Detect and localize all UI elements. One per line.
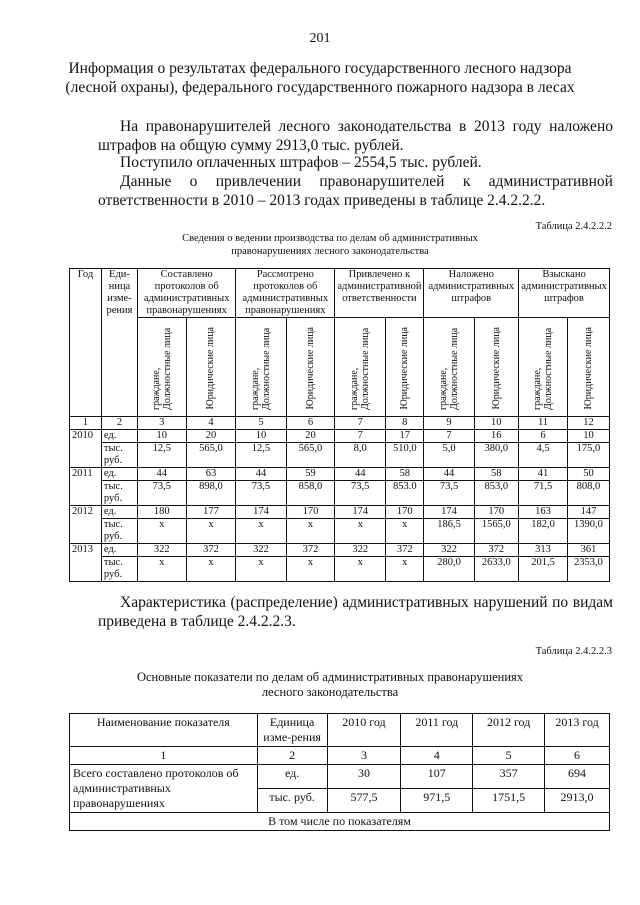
column-numbers-row xyxy=(70,747,610,765)
header-unit: Единица изме-рения xyxy=(257,714,327,747)
document-title: Информация о результатах федерального государственного лесного надзора (лесной охраны), федерального государственного пожарного надзора в лесах xyxy=(65,60,575,96)
table-cell: x xyxy=(286,519,335,544)
column-number: 2 xyxy=(101,417,137,430)
table-cell: 73,5 xyxy=(424,481,474,506)
table-cell: 20 xyxy=(186,430,236,443)
table-cell: 10 xyxy=(567,430,609,443)
table-cell: 12,5 xyxy=(138,443,187,468)
subheader-citizens: граждане, Должностные лица xyxy=(236,318,286,417)
row-unit: тыс. руб. xyxy=(101,519,137,544)
row-year: 2010 xyxy=(70,430,102,468)
table-cell: x xyxy=(386,557,424,582)
subheader-row xyxy=(70,813,610,831)
paragraph-data-reference xyxy=(98,172,613,210)
table-cell: 853,0 xyxy=(474,481,519,506)
row-unit: тыс. руб. xyxy=(257,789,327,813)
table-cell: 577,5 xyxy=(327,789,401,813)
column-number: 1 xyxy=(70,417,102,430)
table-cell: 177 xyxy=(186,506,236,519)
paragraph-fines-imposed: На правонарушителей лесного законодательства в 2013 году наложено штрафов на общую сумму 2913,0 тыс. рублей. xyxy=(98,118,613,154)
column-number: 10 xyxy=(474,417,519,430)
header-year-2011: 2011 год xyxy=(401,714,473,747)
table-cell: 7 xyxy=(335,430,386,443)
table-cell: 182,0 xyxy=(519,519,568,544)
table-cell: 73,5 xyxy=(236,481,286,506)
table-cell: x xyxy=(236,519,286,544)
row-unit: тыс. руб. xyxy=(101,481,137,506)
word: административной xyxy=(488,173,613,190)
table-cell: 971,5 xyxy=(401,789,473,813)
table-cell: 2353,0 xyxy=(567,557,609,582)
table-cell: 44 xyxy=(424,468,474,481)
column-numbers-row xyxy=(70,417,610,430)
table-cell: 361 xyxy=(567,544,609,557)
table1-body xyxy=(70,430,610,582)
column-number: 5 xyxy=(236,417,286,430)
table-cell: 808,0 xyxy=(567,481,609,506)
paragraph-line: приведена в таблице 2.4.2.2.3. xyxy=(98,613,296,630)
word: административных xyxy=(342,594,469,611)
table-cell: 1751,5 xyxy=(473,789,545,813)
subheader-legal-entities: Юридические лица xyxy=(567,318,609,417)
table-cell: 8,0 xyxy=(335,443,386,468)
table-cell: 858,0 xyxy=(286,481,335,506)
table-cell: x xyxy=(236,557,286,582)
table-cell: 322 xyxy=(138,544,187,557)
word: привлечении xyxy=(215,173,301,190)
header-unit: Еди-ница изме-рения xyxy=(101,269,137,417)
column-number: 5 xyxy=(473,747,545,765)
table-cell: 41 xyxy=(519,468,568,481)
header-reviewed: Рассмотрено протоколов об административных правонарушениях xyxy=(236,269,335,318)
table-cell: 372 xyxy=(286,544,335,557)
table-cell: 322 xyxy=(335,544,386,557)
table-cell: 63 xyxy=(186,468,236,481)
row-year: 2013 xyxy=(70,544,102,582)
table-cell: 174 xyxy=(424,506,474,519)
table-cell: 44 xyxy=(335,468,386,481)
word: Данные xyxy=(120,173,172,190)
table-cell: 5,0 xyxy=(424,443,474,468)
table-cell: x xyxy=(335,557,386,582)
table2-label: Таблица 2.4.2.2.3 xyxy=(535,646,612,657)
table-row xyxy=(70,557,610,582)
table-cell: 565,0 xyxy=(286,443,335,468)
subheader-legal-entities: Юридические лица xyxy=(186,318,236,417)
table-cell: 107 xyxy=(401,765,473,789)
table-cell: 322 xyxy=(424,544,474,557)
row-unit: тыс. руб. xyxy=(101,443,137,468)
table-cell: 372 xyxy=(474,544,519,557)
word: к xyxy=(462,173,471,190)
header-fines-collected: Взыскано административных штрафов xyxy=(519,269,610,318)
table-row xyxy=(70,481,610,506)
table-cell: 1565,0 xyxy=(474,519,519,544)
header-year-2012: 2012 год xyxy=(473,714,545,747)
table-cell: 147 xyxy=(567,506,609,519)
row-unit: ед. xyxy=(257,765,327,789)
row-unit: ед. xyxy=(101,430,137,443)
word: о xyxy=(189,173,198,190)
subheader-legal-entities: Юридические лица xyxy=(474,318,519,417)
table-cell: 853.0 xyxy=(386,481,424,506)
column-number: 12 xyxy=(567,417,609,430)
table-cell: 372 xyxy=(186,544,236,557)
table-cell: 510,0 xyxy=(386,443,424,468)
table-cell: 10 xyxy=(138,430,187,443)
administrative-proceedings-table xyxy=(69,268,610,582)
page-number: 201 xyxy=(309,31,331,46)
table-cell: 280,0 xyxy=(424,557,474,582)
row-unit: ед. xyxy=(101,468,137,481)
table-cell: 174 xyxy=(236,506,286,519)
subheader-citizens: граждане, Должностные лица xyxy=(519,318,568,417)
main-indicators-table xyxy=(69,713,610,831)
table2-header-row xyxy=(70,714,610,747)
table-cell: 380,0 xyxy=(474,443,519,468)
table-cell: x xyxy=(286,557,335,582)
table-cell: 4,5 xyxy=(519,443,568,468)
column-number: 8 xyxy=(386,417,424,430)
table1-label: Таблица 2.4.2.2.2 xyxy=(535,221,612,232)
header-held-liable: Привлечено к административной ответственности xyxy=(335,269,424,318)
table-cell: 357 xyxy=(473,765,545,789)
row-year: 2011 xyxy=(70,468,102,506)
header-compiled: Составлено протоколов об административных правонарушениях xyxy=(138,269,236,318)
column-number: 4 xyxy=(401,747,473,765)
table-row xyxy=(70,506,610,519)
word: по xyxy=(552,594,569,611)
table-cell: 174 xyxy=(335,506,386,519)
word: нарушений xyxy=(473,594,548,611)
column-number: 3 xyxy=(327,747,401,765)
word: правонарушителей xyxy=(319,173,445,190)
table-cell: 6 xyxy=(519,430,568,443)
table-cell: 12,5 xyxy=(236,443,286,468)
column-number: 1 xyxy=(70,747,258,765)
row-unit: ед. xyxy=(101,544,137,557)
subheader-by-indicators: В том числе по показателям xyxy=(70,813,610,831)
table-cell: 20 xyxy=(286,430,335,443)
table-row xyxy=(70,544,610,557)
table-cell: 2913,0 xyxy=(545,789,610,813)
table-cell: 73,5 xyxy=(335,481,386,506)
table-cell: 694 xyxy=(545,765,610,789)
table-cell: 322 xyxy=(236,544,286,557)
row-unit: ед. xyxy=(101,506,137,519)
table-row xyxy=(70,430,610,443)
table-row xyxy=(70,443,610,468)
subheader-legal-entities: Юридические лица xyxy=(286,318,335,417)
header-indicator-name: Наименование показателя xyxy=(70,714,258,747)
table-cell: 44 xyxy=(236,468,286,481)
table-cell: 58 xyxy=(474,468,519,481)
row-label: Всего составлено протоколов об административных правонарушениях xyxy=(70,765,258,813)
column-number: 9 xyxy=(424,417,474,430)
table-cell: x xyxy=(186,519,236,544)
table-cell: 170 xyxy=(286,506,335,519)
table-cell: 1390,0 xyxy=(567,519,609,544)
table-cell: 10 xyxy=(236,430,286,443)
word: (распределение) xyxy=(230,594,338,611)
word: видам xyxy=(572,594,613,611)
column-number: 2 xyxy=(257,747,327,765)
table-cell: 16 xyxy=(474,430,519,443)
subheader-citizens: граждане, Должностные лица xyxy=(424,318,474,417)
column-number: 3 xyxy=(138,417,187,430)
table-cell: 59 xyxy=(286,468,335,481)
header-year-2013: 2013 год xyxy=(545,714,610,747)
table1-caption: Сведения о ведении производства по делам об административных правонарушениях лесного законодательства xyxy=(182,233,478,257)
table-cell: 163 xyxy=(519,506,568,519)
table-cell: 186,5 xyxy=(424,519,474,544)
table-cell: x xyxy=(335,519,386,544)
paragraph-line: ответственности в 2010 – 2013 годах приведены в таблице 2.4.2.2.2. xyxy=(98,192,546,209)
column-number: 6 xyxy=(286,417,335,430)
table-cell: x xyxy=(138,557,187,582)
column-number: 4 xyxy=(186,417,236,430)
row-unit: тыс. руб. xyxy=(101,557,137,582)
header-year: Год xyxy=(70,269,102,417)
column-number: 11 xyxy=(519,417,568,430)
subheader-legal-entities: Юридические лица xyxy=(386,318,424,417)
table-cell: x xyxy=(386,519,424,544)
table-cell: 201,5 xyxy=(519,557,568,582)
table-cell: 175,0 xyxy=(567,443,609,468)
table-row xyxy=(70,765,610,789)
table-cell: 17 xyxy=(386,430,424,443)
table-cell: 180 xyxy=(138,506,187,519)
table-cell: 50 xyxy=(567,468,609,481)
table-cell: 58 xyxy=(386,468,424,481)
table-cell: 565,0 xyxy=(186,443,236,468)
table-cell: 372 xyxy=(386,544,424,557)
table-cell: 170 xyxy=(474,506,519,519)
column-number: 6 xyxy=(545,747,610,765)
paragraph-fines-paid: Поступило оплаченных штрафов – 2554,5 тыс. рублей. xyxy=(120,154,482,171)
header-year-2010: 2010 год xyxy=(327,714,401,747)
column-number: 7 xyxy=(335,417,386,430)
header-fines-imposed: Наложено административных штрафов xyxy=(424,269,519,318)
table-cell: 2633,0 xyxy=(474,557,519,582)
table-cell: 71,5 xyxy=(519,481,568,506)
table2-caption: Основные показатели по делам об административных правонарушениях лесного законодательства xyxy=(136,670,524,699)
word: Характеристика xyxy=(120,594,226,611)
table-cell: 30 xyxy=(327,765,401,789)
table-cell: x xyxy=(138,519,187,544)
table-cell: 7 xyxy=(424,430,474,443)
paragraph-characteristics xyxy=(98,593,613,631)
table-row xyxy=(70,519,610,544)
table-cell: 170 xyxy=(386,506,424,519)
row-year: 2012 xyxy=(70,506,102,544)
subheader-citizens: граждане, Должностные лица xyxy=(335,318,386,417)
subheader-citizens: граждане, Должностные лица xyxy=(138,318,187,417)
table-row xyxy=(70,468,610,481)
table-cell: 73,5 xyxy=(138,481,187,506)
table-cell: 898,0 xyxy=(186,481,236,506)
table-cell: x xyxy=(186,557,236,582)
table-cell: 313 xyxy=(519,544,568,557)
table-cell: 44 xyxy=(138,468,187,481)
